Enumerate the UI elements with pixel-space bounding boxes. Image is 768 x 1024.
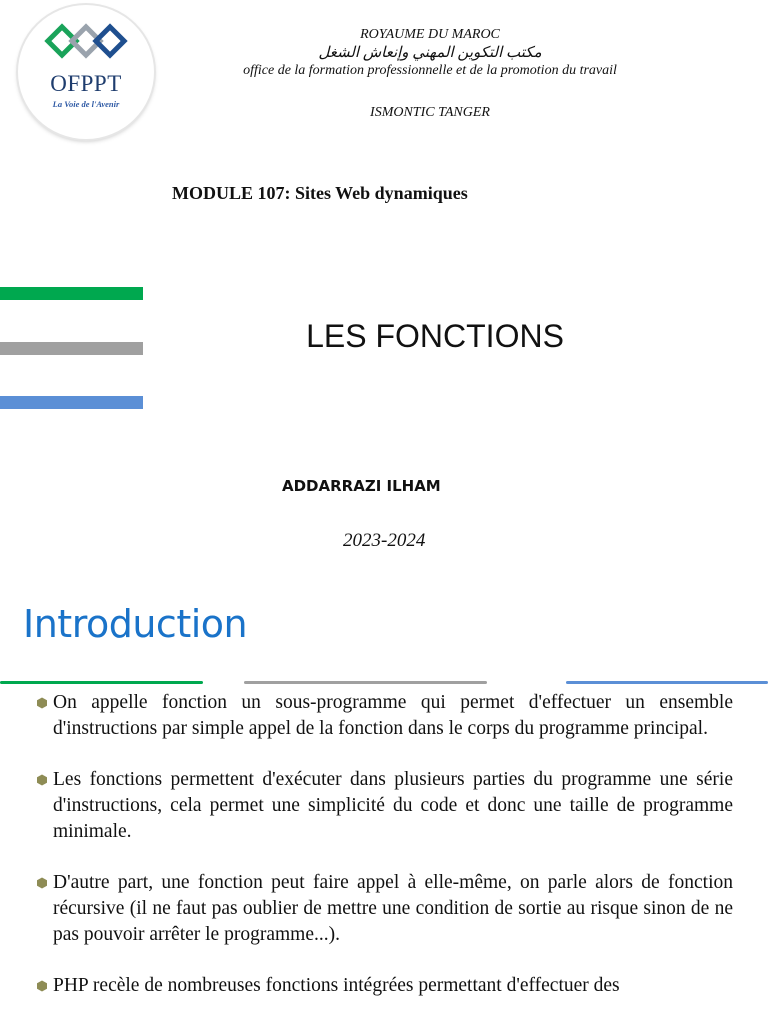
decor-bar-gray [0, 342, 143, 355]
list-item [36, 870, 733, 948]
logo-chain-icon [44, 23, 128, 67]
logo-name: OFPPT [50, 71, 122, 96]
header-kingdom: ROYAUME DU MAROC [360, 27, 500, 42]
logo-slogan: La Voie de l'Avenir [52, 99, 120, 109]
bullet-text: Les fonctions permettent d'exécuter dans plusieurs parties du programme une série d'instructions, cela permet une simplicité du code et donc une taille de programme minimale. [53, 769, 733, 842]
divider-gray [244, 681, 487, 684]
header-office: office de la formation professionnelle et de la promotion du travail [243, 63, 617, 78]
list-item [36, 973, 733, 999]
slide-title: LES FONCTIONS [306, 318, 564, 354]
decor-bar-green [0, 287, 143, 300]
list-item [36, 767, 733, 845]
hexagon-bullet-icon [36, 980, 48, 992]
hexagon-bullet-icon [36, 877, 48, 889]
module-title: MODULE 107: Sites Web dynamiques [172, 183, 468, 203]
hexagon-bullet-icon [36, 774, 48, 786]
author-name: ADDARRAZI ILHAM [282, 477, 441, 495]
section-heading: Introduction [23, 602, 248, 646]
bullet-text: PHP recèle de nombreuses fonctions intégrées permettant d'effectuer des [53, 975, 620, 996]
decor-bar-blue [0, 396, 143, 409]
bullet-text: D'autre part, une fonction peut faire appel à elle-même, on parle alors de fonction récursive (il ne faut pas oublier de mettre une condition de sortie au risque sinon de ne pas pouvoir arrêter le programme...). [53, 872, 733, 945]
divider-blue [566, 681, 768, 684]
bullet-text: On appelle fonction un sous-programme qui permet d'effectuer un ensemble d'instructions par simple appel de la fonction dans le corps du programme principal. [53, 692, 733, 739]
hexagon-bullet-icon [36, 697, 48, 709]
bullet-list [36, 690, 733, 1024]
ofppt-logo [18, 5, 154, 139]
academic-year: 2023-2024 [343, 530, 426, 551]
header-arabic-name: مكتب التكوين المهني وإنعاش الشغل [318, 45, 542, 61]
header-school: ISMONTIC TANGER [370, 105, 490, 120]
list-item [36, 690, 733, 742]
divider-green [0, 681, 203, 684]
